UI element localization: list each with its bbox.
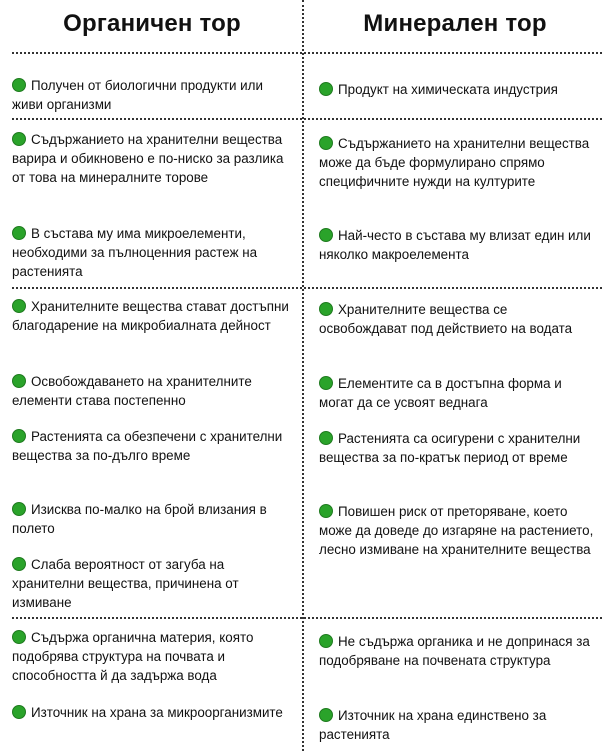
- organic-item-text: Слаба вероятност от загуба на хранителни вещества, причинена от измиване: [12, 557, 239, 610]
- organic-item-text: Получен от биологични продукти или живи организми: [12, 78, 263, 112]
- row-divider: [12, 287, 602, 289]
- mineral-item-text: Продукт на химическата индустрия: [338, 82, 558, 97]
- mineral-item: [319, 502, 597, 559]
- organic-item: [12, 372, 296, 410]
- green-dot-icon: [319, 634, 333, 648]
- header-mineral: Минерален тор: [363, 10, 547, 37]
- mineral-item-text: Растенията са осигурени с хранителни вещества за по-кратък период от време: [319, 431, 581, 465]
- green-dot-icon: [319, 82, 333, 96]
- header-organic: Органичен тор: [63, 10, 241, 37]
- row-divider: [12, 617, 602, 619]
- organic-item-text: Изисква по-малко на брой влизания в полето: [12, 502, 267, 536]
- green-dot-icon: [12, 429, 26, 443]
- organic-item: [12, 76, 296, 114]
- organic-item: [12, 703, 296, 722]
- mineral-item-text: Елементите са в достъпна форма и могат да се усвоят веднага: [319, 376, 562, 410]
- green-dot-icon: [12, 132, 26, 146]
- organic-item-text: Растенията са обезпечени с хранителни вещества за по-дълго време: [12, 429, 283, 463]
- organic-item: [12, 130, 296, 187]
- green-dot-icon: [319, 136, 333, 150]
- mineral-item: [319, 80, 597, 99]
- organic-item: [12, 555, 296, 612]
- organic-item-text: Съдържанието на хранителни вещества варира и обикновено е по-ниско за разлика от това на минералните торове: [12, 132, 284, 185]
- green-dot-icon: [12, 502, 26, 516]
- green-dot-icon: [319, 228, 333, 242]
- green-dot-icon: [319, 504, 333, 518]
- organic-item: [12, 427, 296, 465]
- row-divider: [12, 118, 602, 120]
- mineral-item-text: Повишен риск от преторяване, което може да доведе до изгаряне на растението, лесно измиване на хранителните вещества: [319, 504, 594, 557]
- mineral-item: [319, 226, 597, 264]
- organic-item-text: Източник на храна за микроорганизмите: [31, 705, 283, 720]
- row-divider: [12, 52, 602, 54]
- green-dot-icon: [12, 299, 26, 313]
- green-dot-icon: [319, 708, 333, 722]
- green-dot-icon: [319, 431, 333, 445]
- organic-item-text: Хранителните вещества стават достъпни благодарение на микробиалната дейност: [12, 299, 289, 333]
- mineral-item-text: Източник на храна единствено за растенията: [319, 708, 547, 742]
- mineral-item: [319, 429, 597, 467]
- green-dot-icon: [12, 226, 26, 240]
- organic-item-text: В състава му има микроелементи, необходими за пълноценния растеж на растенията: [12, 226, 258, 279]
- organic-item-text: Съдържа органична материя, която подобрява структура на почвата и способността й да задържа вода: [12, 630, 254, 683]
- organic-item: [12, 297, 296, 335]
- organic-item-text: Освобождаването на хранителните елементи става постепенно: [12, 374, 252, 408]
- green-dot-icon: [12, 557, 26, 571]
- mineral-item-text: Най-често в състава му влизат един или няколко макроелемента: [319, 228, 591, 262]
- green-dot-icon: [12, 78, 26, 92]
- green-dot-icon: [319, 302, 333, 316]
- mineral-item-text: Хранителните вещества се освобождават под действието на водата: [319, 302, 573, 336]
- mineral-item-text: Съдържанието на хранителни вещества може да бъде формулирано спрямо специфичните нужди на културите: [319, 136, 590, 189]
- mineral-item: [319, 134, 597, 191]
- mineral-item: [319, 374, 597, 412]
- green-dot-icon: [12, 374, 26, 388]
- green-dot-icon: [12, 705, 26, 719]
- mineral-item-text: Не съдържа органика и не допринася за подобряване на почвената структура: [319, 634, 590, 668]
- green-dot-icon: [319, 376, 333, 390]
- organic-item: [12, 224, 296, 281]
- organic-item: [12, 628, 296, 685]
- column-divider: [302, 0, 304, 751]
- mineral-item: [319, 300, 597, 338]
- mineral-item: [319, 706, 597, 744]
- green-dot-icon: [12, 630, 26, 644]
- organic-item: [12, 500, 296, 538]
- mineral-item: [319, 632, 597, 670]
